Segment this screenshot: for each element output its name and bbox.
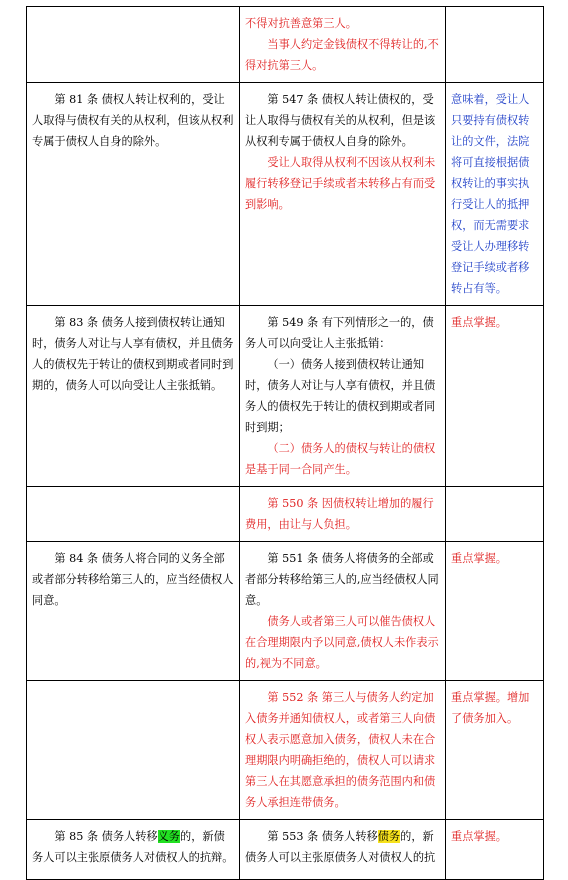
- note-cell: [446, 681, 544, 820]
- new-article-cell: [240, 487, 446, 542]
- note-cell: [446, 820, 544, 880]
- paragraph: 第 551 条 债务人将债务的全部或者部分转移给第三人的,应当经债权人同意。: [245, 552, 439, 607]
- new-article-cell: [240, 83, 446, 306]
- paragraph: （一）债务人接到债权转让通知时，债务人对让与人享有债权，并且债务人的债权先于转让的债权到期或者同时到期；: [245, 358, 436, 434]
- note-text: 重点掌握。增加了债务加入。: [451, 691, 530, 725]
- text-fragment: 的，新债务人可以主张原债务人对债权人的抗辩。: [32, 830, 234, 864]
- new-article-cell: [240, 820, 446, 880]
- new-article-cell: [240, 306, 446, 487]
- note-text: 重点掌握。: [451, 830, 507, 843]
- paragraph: 第 84 条 债务人将合同的义务全部或者部分转移给第三人的，应当经债权人同意。: [32, 552, 234, 607]
- paragraph: [32, 826, 234, 868]
- highlighted-term: 债务: [377, 830, 401, 843]
- new-article-cell: [240, 7, 446, 83]
- paragraph: 第 549 条 有下列情形之一的，债务人可以向受让人主张抵销：: [245, 316, 434, 350]
- note-cell: [446, 83, 544, 306]
- paragraph: （二）债务人的债权与转让的债权是基于同一合同产生。: [245, 442, 436, 476]
- table-row: [27, 820, 544, 880]
- table-row: [27, 681, 544, 820]
- paragraph: 第 81 条 债权人转让权利的，受让人取得与债权有关的从权利，但该从权利专属于债权人自身的除外。: [32, 93, 234, 148]
- table-row: [27, 306, 544, 487]
- old-article-cell: [27, 83, 240, 306]
- old-article-cell: [27, 681, 240, 820]
- old-article-cell: [27, 306, 240, 487]
- highlighted-term: 义务: [157, 830, 180, 843]
- paragraph: 债务人或者第三人可以催告债权人在合理期限内予以同意,债权人未作表示的,视为不同意。: [245, 615, 439, 670]
- text-fragment: 的，新债务人可以主张原债务人对债权人的抗: [245, 830, 436, 864]
- note-text: 重点掌握。: [451, 316, 507, 329]
- comparison-table: [26, 6, 544, 880]
- old-article-cell: [27, 7, 240, 83]
- text-fragment: 第 553 条 债务人转移: [267, 830, 378, 843]
- paragraph: [245, 826, 440, 868]
- note-cell: [446, 7, 544, 83]
- text-fragment: 第 85 条 债务人转移: [54, 830, 158, 843]
- paragraph: 第 83 条 债务人接到债权转让通知时，债务人对让与人享有债权，并且债务人的债权先于转让的债权到期或者同时到期的，债务人可以向受让人主张抵销。: [32, 316, 234, 392]
- note-cell: [446, 487, 544, 542]
- table-row: [27, 83, 544, 306]
- note-text: 意味着，受让人只要持有债权转让的文件，法院将可直接根据债权转让的事实执行受让人的抵押权，而无需要求受让人办理移转登记手续或者移转占有等。: [451, 93, 530, 295]
- paragraph: 第 550 条 因债权转让增加的履行费用，由让与人负担。: [245, 497, 434, 531]
- new-article-cell: [240, 542, 446, 681]
- old-article-cell: [27, 542, 240, 681]
- note-text: 重点掌握。: [451, 552, 507, 565]
- paragraph: 不得对抗善意第三人。: [245, 17, 357, 30]
- old-article-cell: [27, 820, 240, 880]
- paragraph: 当事人约定金钱债权不得转让的,不得对抗第三人。: [245, 38, 439, 72]
- table-row: [27, 542, 544, 681]
- paragraph: 受让人取得从权利不因该从权利未履行转移登记手续或者未转移占有而受到影响。: [245, 156, 436, 211]
- comparison-table-body: [27, 7, 544, 880]
- old-article-cell: [27, 487, 240, 542]
- paragraph: 第 547 条 债权人转让债权的，受让人取得与债权有关的从权利，但是该从权利专属于债权人自身的除外。: [245, 93, 436, 148]
- paragraph: 第 552 条 第三人与债务人约定加入债务并通知债权人，或者第三人向债权人表示愿意加入债务，债权人未在合理期限内明确拒绝的，债权人可以请求第三人在其愿意承担的债务范围内和债务人承担连带债务。: [245, 691, 436, 809]
- table-row: [27, 7, 544, 83]
- note-cell: [446, 542, 544, 681]
- new-article-cell: [240, 681, 446, 820]
- note-cell: [446, 306, 544, 487]
- table-row: [27, 487, 544, 542]
